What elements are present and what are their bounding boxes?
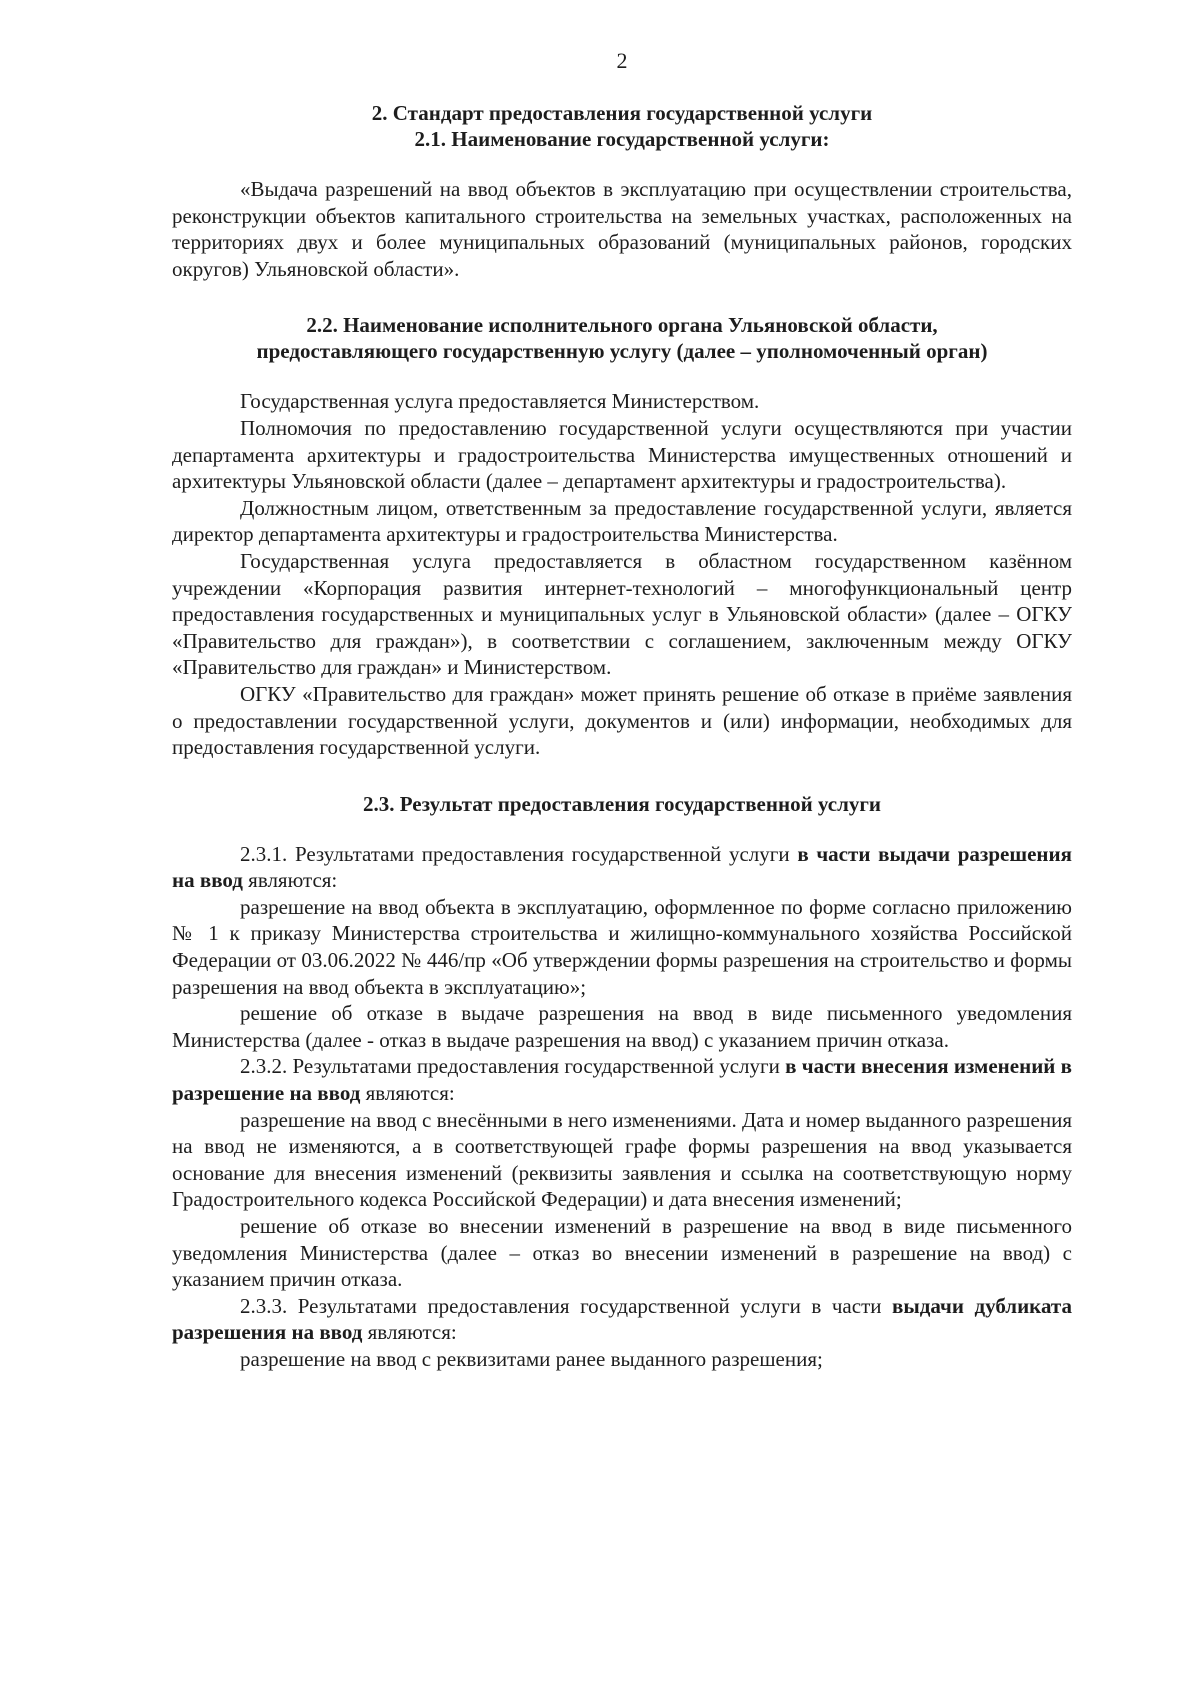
service-name-paragraph: «Выдача разрешений на ввод объектов в эксплуатацию при осуществлении строительства, реконструкции объектов капитального строительства на земельных участках, расположенных на территориях двух и более муниципальных образований (муниципальных районов, городских округов) Ульяновской области». <box>172 177 1072 281</box>
section-2-3-2-tail: являются: <box>360 1081 455 1106</box>
section-2-2-paragraph-2: Полномочия по предоставлению государственной услуги осуществляются при участии департамента архитектуры и градостроительства Министерства имущественных отношений и архитектуры Ульяновской области (далее – департамент архитектуры и градостроительства). <box>172 415 1072 494</box>
section-2-3-2-lead: 2.3.2. Результатами предоставления государственной услуги <box>240 1054 786 1079</box>
section-2-1-title: 2.1. Наименование государственной услуги: <box>414 127 830 151</box>
section-2-3-1-tail: являются: <box>242 868 338 893</box>
section-2-2-title-line2: предоставляющего государственную услугу (далее – уполномоченный орган) <box>256 339 988 364</box>
section-2-2-paragraph-3: Должностным лицом, ответственным за предоставление государственной услуги, является директор департамента архитектуры и градостроительства Министерства. <box>172 495 1072 547</box>
section-2-3-3-bold: выдачи дубликата разрешения на ввод <box>172 1293 1072 1345</box>
section-2-3-1-item-1: разрешение на ввод объекта в эксплуатацию, оформленное по форме согласно приложению № 1 к приказу Министерства строительства и жилищно-коммунального хозяйства Российской Федерации от 03.06.2022 № 446/пр «Об утверждении формы разрешения на строительство и формы разрешения на ввод объекта в эксплуатацию»; <box>172 894 1072 999</box>
section-2-3-2-bold: в части внесения изменений в разрешение на ввод <box>172 1054 1072 1106</box>
section-2-2-paragraph-4: Государственная услуга предоставляется в областном государственном казённом учреждении «Корпорация развития интернет-технологий – многофункциональный центр предоставления государственных и муниципальных услуг в Ульяновской области» (далее – ОГКУ «Правительство для граждан»), в соответствии с соглашением, заключенным между ОГКУ «Правительство для граждан» и Министерством. <box>172 548 1072 680</box>
section-2-3-1-paragraph <box>172 841 1072 894</box>
section-2-3-1-item-2: решение об отказе в выдаче разрешения на ввод в виде письменного уведомления Министерства (далее - отказ в выдаче разрешения на ввод) с указанием причин отказа. <box>172 1001 1072 1052</box>
section-2-3-2-item-1: разрешение на ввод с внесёнными в него изменениями. Дата и номер выданного разрешения на ввод не изменяются, а в соответствующей графе формы разрешения на ввод указывается основание для внесения изменений (реквизиты заявления и ссылка на соответствующую норму Градостроительного кодекса Российской Федерации) и дата внесения изменений; <box>172 1107 1072 1212</box>
section-2-3-3-lead: 2.3.3. Результатами предоставления государственной услуги в части <box>240 1293 892 1318</box>
page-number: 2 <box>616 48 628 73</box>
section-2-3-2-item-2: решение об отказе во внесении изменений в разрешение на ввод в виде письменного уведомления Министерства (далее – отказ во внесении изменений в разрешение на ввод) с указанием причин отказа. <box>172 1214 1072 1292</box>
section-2-3-3-item-1: разрешение на ввод с реквизитами ранее выданного разрешения; <box>240 1346 823 1371</box>
section-2-3-3-tail: являются: <box>362 1320 457 1345</box>
section-2-3-1-lead: 2.3.1. Результатами предоставления государственной услуги <box>240 841 798 866</box>
section-2-title: 2. Стандарт предоставления государственной услуги <box>371 101 873 125</box>
section-2-3-2-paragraph <box>172 1053 1072 1106</box>
section-2-3-title: 2.3. Результат предоставления государственной услуги <box>362 791 882 816</box>
section-2-2-paragraph-5: ОГКУ «Правительство для граждан» может принять решение об отказе в приёме заявления о предоставлении государственной услуги, документов и (или) информации, необходимых для предоставления государственной услуги. <box>172 681 1072 760</box>
section-2-2-title-line1: 2.2. Наименование исполнительного органа Ульяновской области, <box>306 313 938 338</box>
section-2-3-3-paragraph <box>172 1293 1072 1346</box>
section-2-2-paragraph-1: Государственная услуга предоставляется Министерством. <box>240 389 760 414</box>
section-2-3-1-bold: в части выдачи разрешения на ввод <box>172 841 1072 893</box>
